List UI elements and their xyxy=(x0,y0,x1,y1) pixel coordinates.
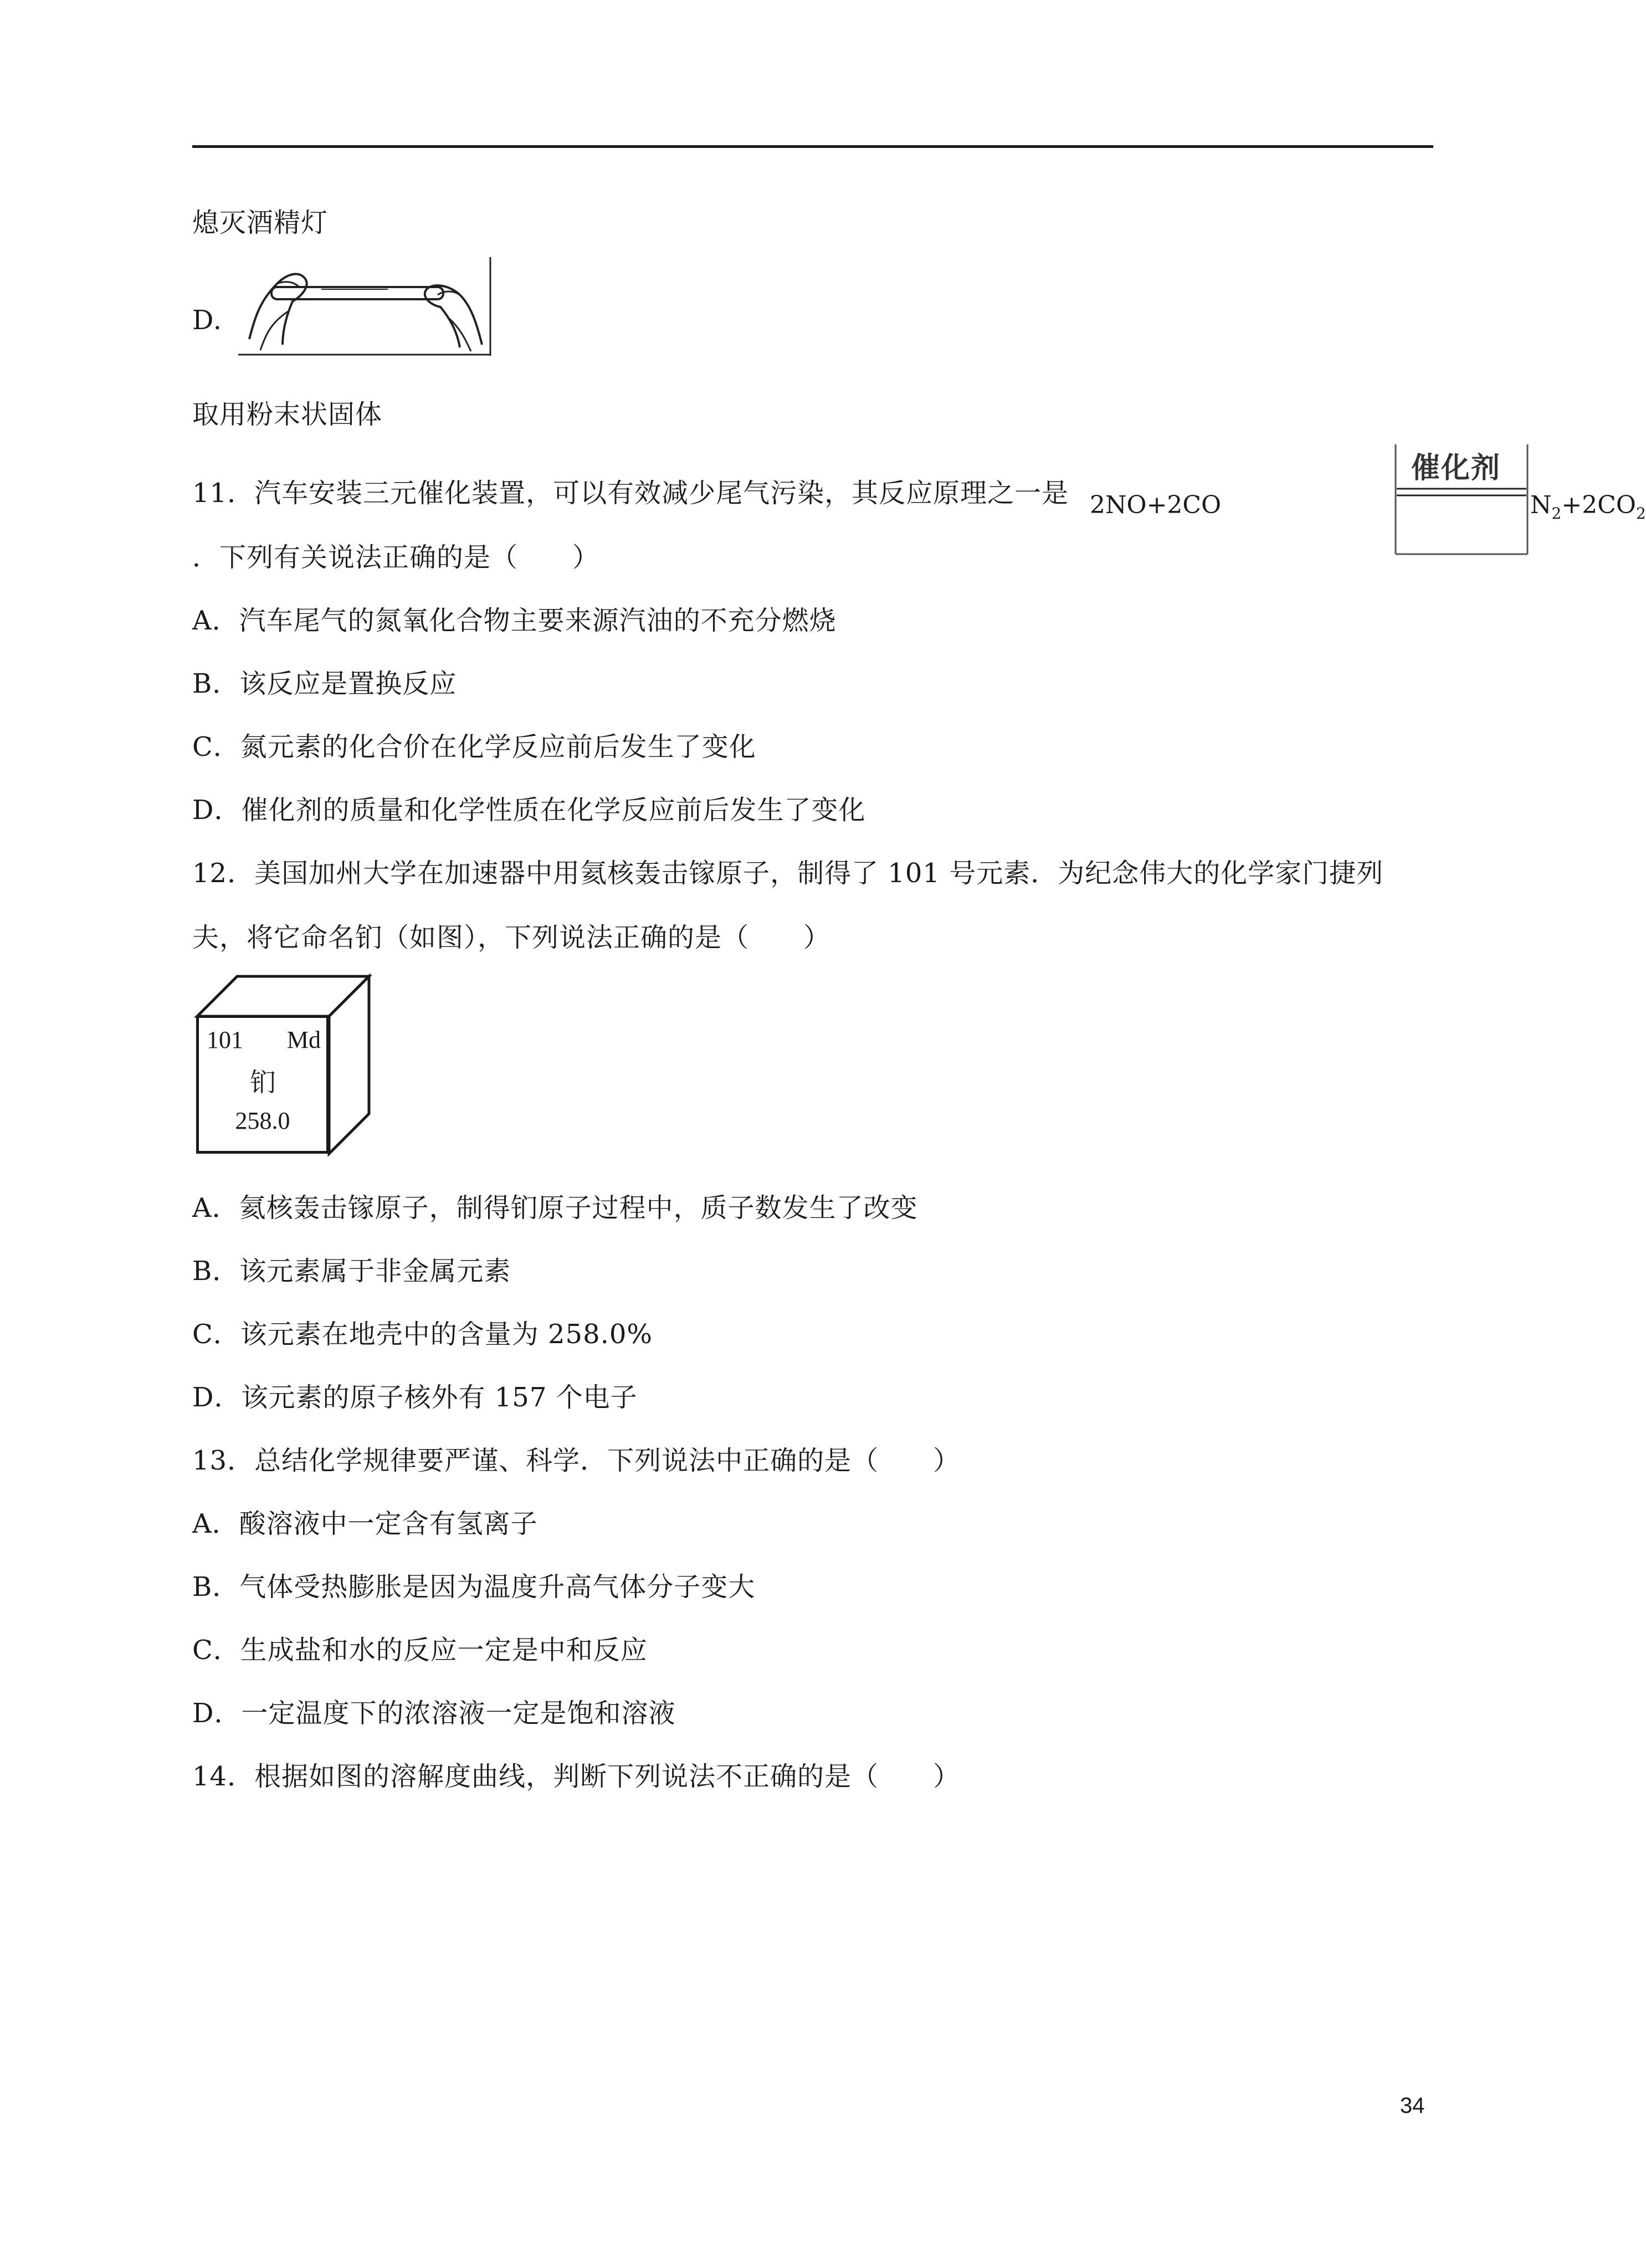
test-tube-hands-figure xyxy=(238,256,493,357)
option-d-label: D. xyxy=(192,305,223,336)
q11-option-a: A．汽车尾气的氮氧化合物主要来源汽油的不充分燃烧 xyxy=(192,605,837,636)
catalyst-label: 催化剂 xyxy=(1411,452,1501,485)
element-name: 钔 xyxy=(250,1067,275,1097)
q14-stem: 14．根据如图的溶解度曲线，判断下列说法不正确的是（ ） xyxy=(192,1761,961,1792)
header-rule xyxy=(192,145,1433,148)
q13-stem: 13．总结化学规律要严谨、科学．下列说法中正确的是（ ） xyxy=(192,1445,961,1476)
atomic-mass: 258.0 xyxy=(235,1107,290,1134)
element-cell-figure xyxy=(194,975,377,1158)
q12-stem-line2: 夫，将它命名钔（如图），下列说法正确的是（ ） xyxy=(192,922,831,953)
q11-stem-suffix: ．下列有关说法正确的是（ ） xyxy=(192,542,600,573)
q11-option-c: C．氮元素的化合价在化学反应前后发生了变化 xyxy=(192,731,756,762)
q11-option-b: B．该反应是置换反应 xyxy=(192,668,457,699)
page-number: 34 xyxy=(1400,2093,1425,2118)
q13-option-c: C．生成盐和水的反应一定是中和反应 xyxy=(192,1635,648,1666)
caption-take-powder: 取用粉末状固体 xyxy=(192,399,383,430)
q12-option-b: B．该元素属于非金属元素 xyxy=(192,1256,511,1287)
element-symbol: Md xyxy=(286,1026,321,1053)
q13-option-d: D．一定温度下的浓溶液一定是饱和溶液 xyxy=(192,1698,676,1729)
q13-option-b: B．气体受热膨胀是因为温度升高气体分子变大 xyxy=(192,1571,756,1603)
q12-option-a: A．氦核轰击镓原子，制得钔原子过程中，质子数发生了改变 xyxy=(192,1192,918,1223)
q11-option-d: D．催化剂的质量和化学性质在化学反应前后发生了变化 xyxy=(192,795,866,826)
q12-stem-line1: 12．美国加州大学在加速器中用氦核轰击镓原子，制得了 101 号元素．为纪念伟大的化学家门捷列 xyxy=(192,858,1384,889)
q12-option-c: C．该元素在地壳中的含量为 258.0% xyxy=(192,1319,653,1350)
caption-extinguish-lamp: 熄灭酒精灯 xyxy=(192,207,329,238)
catalyst-box xyxy=(1394,444,1530,555)
eq-products: $N_2+2CO_2$ xyxy=(1530,491,1646,523)
atomic-number: 101 xyxy=(207,1026,243,1053)
q13-option-a: A．酸溶液中一定含有氢离子 xyxy=(192,1508,538,1539)
eq-reactants: 2NO+2CO xyxy=(1090,491,1222,519)
element-cell-front xyxy=(196,1015,329,1154)
q12-option-d: D．该元素的原子核外有 157 个电子 xyxy=(192,1382,638,1413)
q11-stem: 11．汽车安装三元催化装置，可以有效减少尾气污染，其反应原理之一是 xyxy=(192,478,1069,509)
